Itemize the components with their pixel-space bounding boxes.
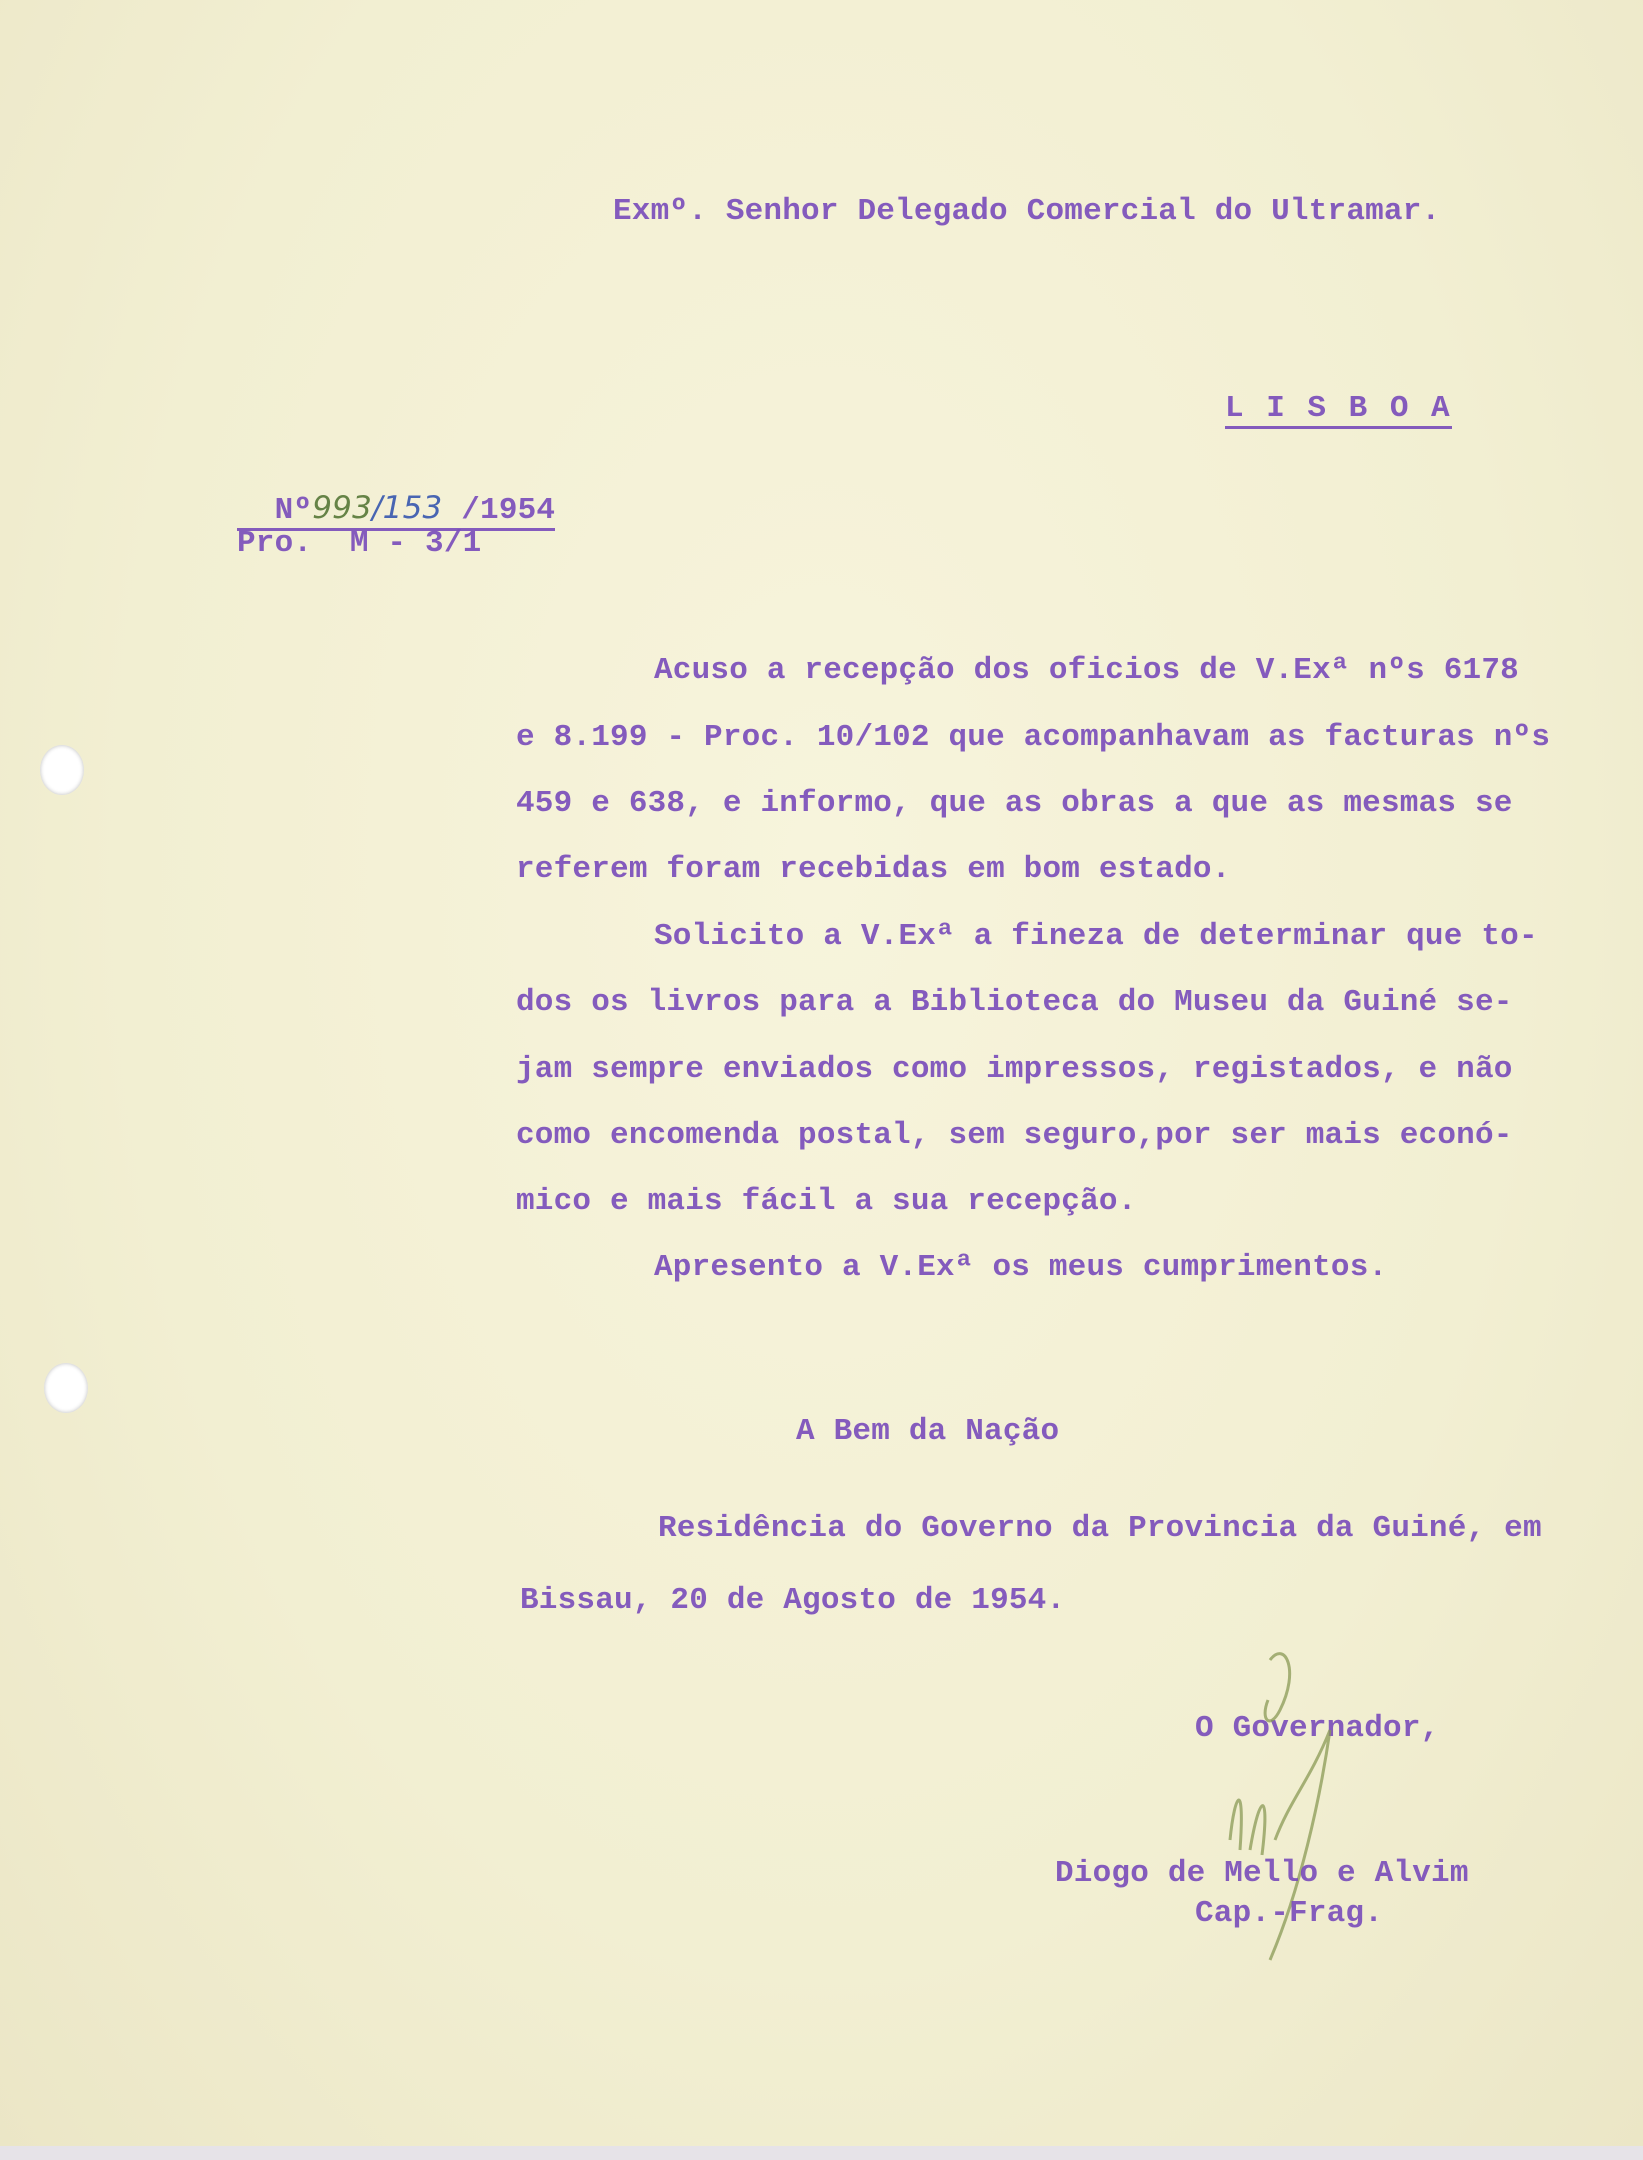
place-date-line: Residência do Governo da Provincia da Guiné, em [658,1511,1542,1546]
body-line: e 8.199 - Proc. 10/102 que acompanhavam as facturas nºs [516,720,1551,755]
body-line: Apresento a V.Exª os meus cumprimentos. [654,1250,1388,1285]
punch-hole [40,745,84,795]
reference-year: /1954 [442,493,556,528]
handwritten-number: 993 [312,490,372,526]
addressee: Exmº. Senhor Delegado Comercial do Ultramar. [613,194,1441,229]
process-number: Pro. M - 3/1 [237,526,482,561]
signatory-title: O Governador, [1195,1711,1440,1746]
body-line: mico e mais fácil a sua recepção. [516,1184,1137,1219]
body-line: 459 e 638, e informo, que as obras a que as mesmas se [516,786,1513,821]
body-line: como encomenda postal, sem seguro,por ser mais econó- [516,1118,1513,1153]
body-line: Acuso a recepção dos oficios de V.Exª nºs 6178 [654,653,1519,688]
place-date-line: Bissau, 20 de Agosto de 1954. [520,1583,1066,1618]
punch-hole [44,1363,88,1413]
closing: A Bem da Nação [796,1414,1060,1449]
signatory-name: Diogo de Mello e Alvim [1055,1856,1469,1891]
body-line: dos os livros para a Biblioteca do Museu da Guiné se- [516,985,1513,1020]
handwritten-number-2: /153 [372,490,443,526]
body-line: Solicito a V.Exª a fineza de determinar que to- [654,919,1538,954]
page-edge [0,2146,1643,2160]
city: L I S B O A [1225,393,1452,429]
body-line: referem foram recebidas em bom estado. [516,852,1231,887]
body-line: jam sempre enviados como impressos, registados, e não [516,1052,1513,1087]
reference-prefix: Nº [274,493,313,528]
signatory-rank: Cap.-Frag. [1195,1896,1384,1931]
reference-number [237,462,555,531]
